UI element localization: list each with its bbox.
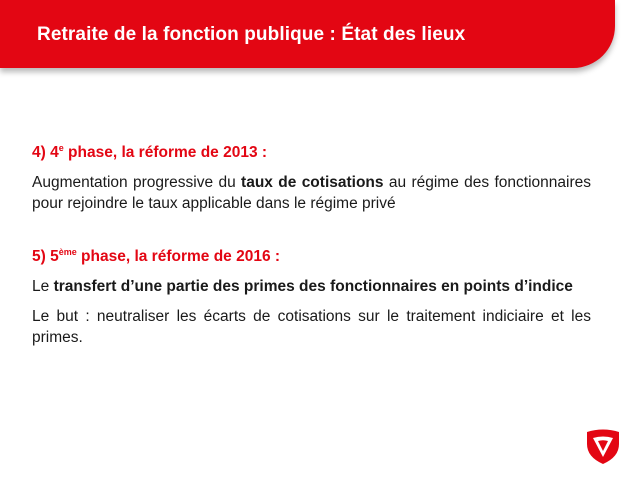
section-5-heading-rest: phase, la réforme de 2016 : (76, 248, 281, 265)
section-4-heading (32, 142, 591, 163)
section-4-text (32, 172, 591, 214)
page-title: Retraite de la fonction publique : État des lieux (37, 24, 466, 45)
section-5-p1-bold: transfert d’une partie des primes des fonctionnaires en points d’indice (53, 278, 573, 295)
shield-logo-icon (583, 426, 623, 466)
slide-content (32, 142, 591, 348)
section-4-heading-sup: e (58, 143, 64, 153)
section-5-paragraph-1 (32, 276, 591, 297)
section-5-p1-before: Le (32, 278, 54, 295)
title-bar (0, 0, 615, 68)
section-5-heading-prefix: 5) 5 (32, 248, 59, 265)
section-4-text-before: Augmentation progressive du (32, 174, 242, 191)
section-4-text-bold: taux de cotisations (241, 174, 384, 191)
section-5-heading-sup: ème (58, 247, 77, 257)
section-4-heading-rest: phase, la réforme de 2013 : (63, 144, 268, 161)
section-5-heading (32, 246, 591, 267)
section-4-text-after: au régime des fonctionnaires pour rejoindre le taux applicable dans le régime privé (32, 174, 591, 212)
section-5-paragraph-2: Le but : neutraliser les écarts de cotisations sur le traitement indiciaire et les primes. (32, 308, 591, 346)
section-4-heading-prefix: 4) 4 (32, 144, 59, 161)
